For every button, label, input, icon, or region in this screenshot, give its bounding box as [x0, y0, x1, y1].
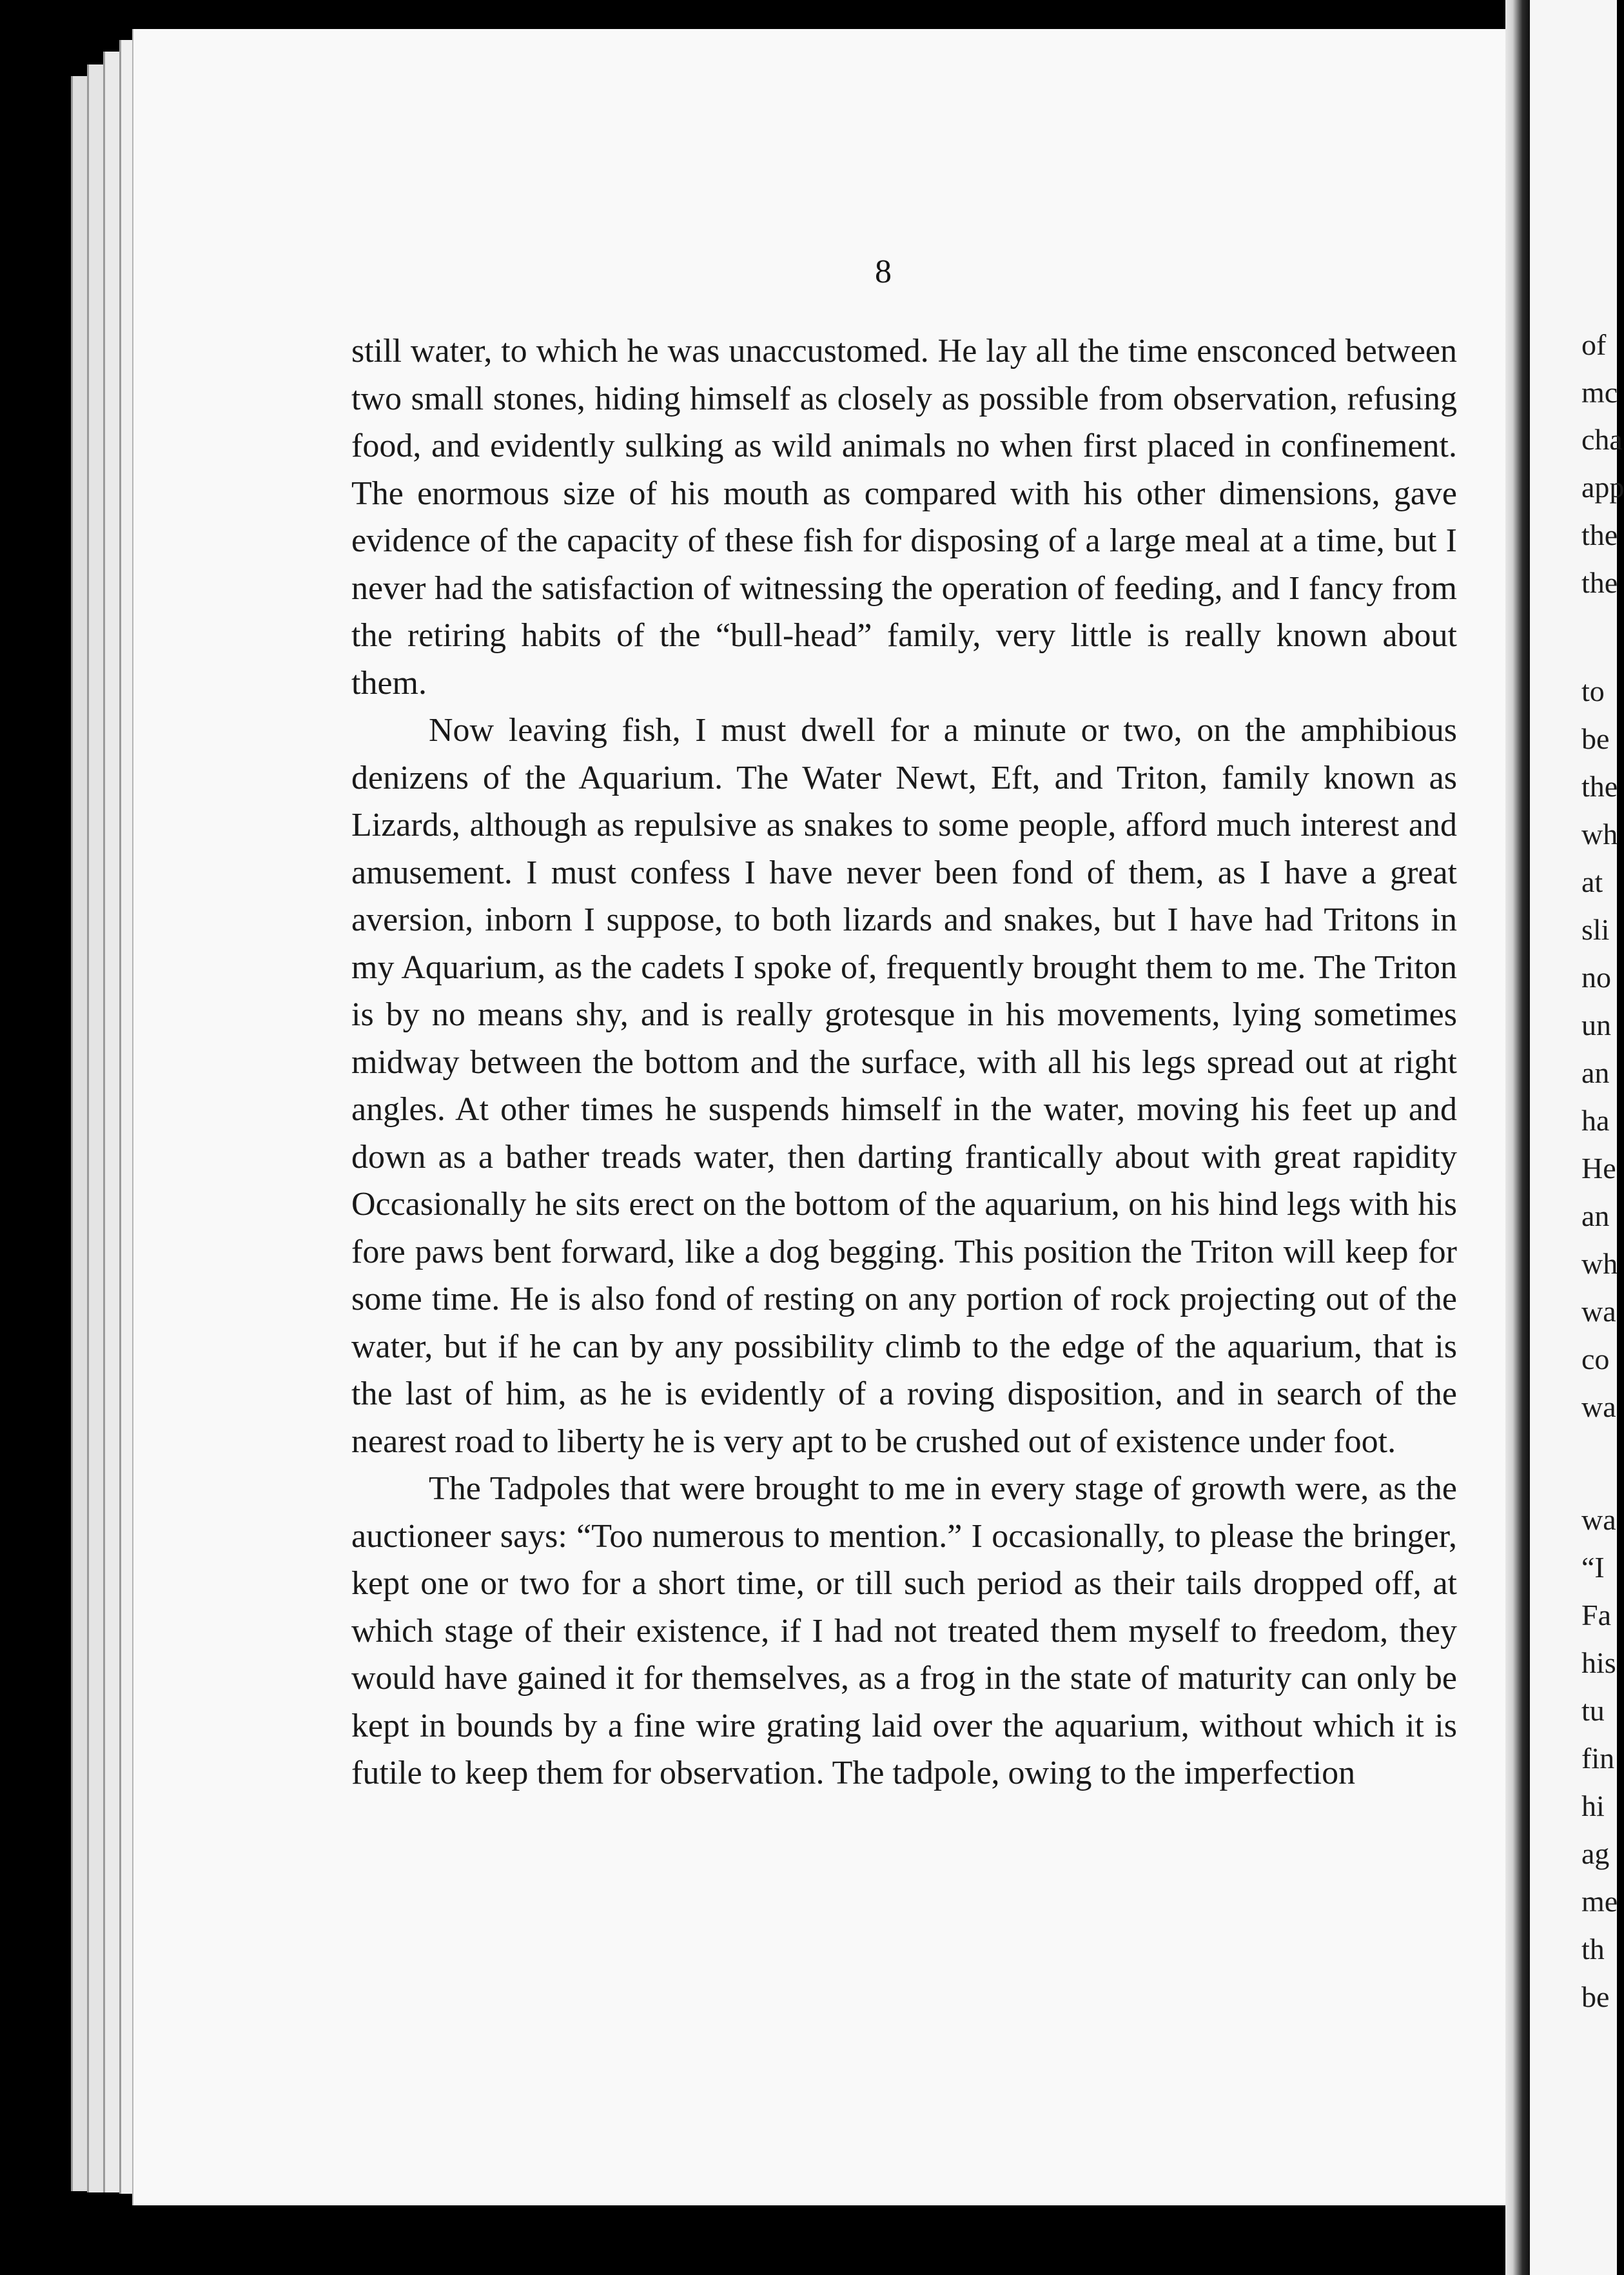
facing-page-fragment: He	[1581, 1152, 1616, 1185]
facing-page-fragment: un	[1581, 1009, 1611, 1041]
facing-page-fragment: app	[1581, 471, 1624, 504]
facing-page-fragment: ag	[1581, 1837, 1610, 1870]
facing-page-fragment: his	[1581, 1646, 1616, 1679]
page-number: 8	[875, 253, 892, 290]
facing-page-fragment: cha	[1581, 423, 1623, 456]
facing-page-fragment: the	[1581, 518, 1618, 551]
facing-page-fragment: wh	[1581, 818, 1618, 851]
facing-page-fragment: th	[1581, 1933, 1605, 1965]
paragraph-2: Now leaving fish, I must dwell for a minute or two, on the amphibious denizens of the Aquarium. The Water Newt, Eft, and Triton, family known as Lizards, although as repulsive as snakes to some people, afford much interest and amusement. I must confess I have never been fond of them, as I have a great aversion, inborn I suppose, to both lizards and snakes, but I have had Tritons in my Aquarium, as the cadets I spoke of, frequently brought them to me. The Triton is by no means shy, and is really grotesque in his movements, lying sometimes midway between the bottom and the surface, with all his legs spread out at right angles. At other times he suspends himself in the water, moving his feet up and down as a bather treads water, then darting frantically about with great rapidity Occasionally he sits erect on the bottom of the aquarium, on his hind legs with his fore paws bent forward, like a dog begging. This position the Triton will keep for some time. He is also fond of resting on any portion of rock projecting out of the water, but if he can by any possibility climb to the edge of the aquarium, that is the last of him, as he is evidently of a roving disposition, and in search of the nearest road to liberty he is very apt to be crushed out of existence under foot.	[351, 712, 1457, 1460]
paragraph-3: The Tadpoles that were brought to me in every stage of growth were, as the auctioneer says: “Too numerous to mention.” I occasionally, to please the bringer, kept one or two for a short time, or till such period as their tails dropped off, at which stage of their existence, if I had not treated them myself to freedom, they would have gained it for themselves, as a frog in the state of maturity can only be kept in bounds by a fine wire grating laid over the aquarium, without which it is futile to keep them for observation. The tadpole, owing to the imperfection	[351, 1470, 1457, 1791]
facing-page-fragment: of	[1581, 328, 1607, 361]
facing-page-fragment: wa	[1581, 1295, 1616, 1328]
body-text	[351, 328, 1457, 1797]
facing-page-fragment: Fa	[1581, 1599, 1611, 1631]
facing-page-fragment: fin	[1581, 1742, 1615, 1775]
facing-page-fragment: an	[1581, 1056, 1610, 1089]
book-gutter	[1505, 0, 1530, 2275]
facing-page-fragment: to	[1581, 675, 1605, 707]
facing-page-fragment: the	[1581, 566, 1618, 599]
facing-page-fragment: “I	[1581, 1551, 1605, 1584]
facing-page-fragment: mc	[1581, 376, 1618, 409]
paragraph-1: still water, to which he was unaccustomed. He lay all the time ensconced between two small stones, hiding himself as closely as possible from observation, refusing food, and evidently sulking as wild animals no when first placed in confinement. The enormous size of his mouth as compared with his other dimensions, gave evidence of the capacity of these fish for disposing of a large meal at a time, but I never had the satisfaction of witnessing the operation of feeding, and I fancy from the retiring habits of the “bull-head” family, very little is really known about them.	[351, 333, 1457, 702]
facing-page-fragment: an	[1581, 1199, 1610, 1232]
facing-page-fragment: wa	[1581, 1390, 1616, 1423]
facing-page-fragment: be	[1581, 1980, 1610, 2013]
facing-page-fragment: ha	[1581, 1104, 1610, 1137]
facing-page-fragment: co	[1581, 1343, 1610, 1375]
facing-page-fragment: sli	[1581, 913, 1610, 946]
facing-page-fragment: be	[1581, 722, 1610, 755]
facing-page-fragment: no	[1581, 961, 1611, 994]
facing-page-fragment: wh	[1581, 1247, 1618, 1280]
facing-page-fragment: at	[1581, 865, 1603, 898]
facing-page-fragment: me	[1581, 1885, 1618, 1918]
facing-page-fragment: wa	[1581, 1503, 1616, 1536]
facing-page-fragment: the	[1581, 770, 1618, 803]
facing-page-fragment: hi	[1581, 1789, 1605, 1822]
facing-page-fragment: tu	[1581, 1694, 1605, 1727]
facing-page	[1530, 0, 1624, 2275]
